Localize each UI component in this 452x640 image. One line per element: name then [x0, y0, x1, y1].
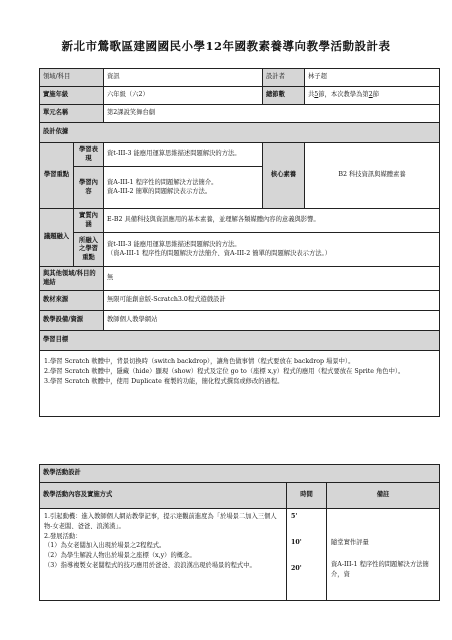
activity-line: 1.引起動機：進入教師個人網站教學記事，提示達觀前進度為「於場景二加入三個人物-女老闆、爸爸、浪漢漢」。	[44, 513, 277, 530]
issue-label: 議題融入	[40, 209, 74, 267]
competency-value: B2 科技資訊與媒體素養	[305, 143, 440, 209]
periods-label: 總節數	[263, 87, 305, 105]
grade-label: 實施年級	[40, 87, 104, 105]
issue-focus-label: 所融入之學習重點	[74, 233, 104, 267]
issue-content-value: E-B2 具備科技與資訊應用的基本素養，並理解各類媒體內容的意義與影響。	[104, 209, 440, 233]
periods-total: 5	[314, 91, 319, 99]
grade-value: 六年級（六2）	[104, 87, 263, 105]
competency-label: 核心素養	[263, 143, 305, 209]
goal-item: 2.學習 Scratch 軟體中，隱藏（hide）顯現（show）程式及定位 go to（座標 x,y）程式的應用（程式要放在 Sprite 角色中）。	[44, 367, 405, 375]
goal-item: 1.學習 Scratch 軟體中，背景切換時（switch backdrop），讓角色做事情（程式要放在 backdrop 場景中）。	[44, 358, 355, 365]
activity-header-note: 備註	[327, 483, 440, 509]
unit-value: 第2課說笑舞台劇	[104, 105, 440, 123]
activity-line: （2）為學生解說人物出於場景之座標（x,y）的概念。	[44, 552, 196, 559]
material-value: 無限可能創意版-Scratch3.0程式遊戲設計	[104, 291, 440, 311]
activity-line: （3）指導複製女老闆程式的技巧應用於爸爸、浪浪漢出現於場景的程式中。	[44, 561, 256, 569]
goals-list	[40, 351, 440, 417]
equipment-value: 教師個人教學網站	[104, 311, 440, 331]
designer-label: 設計者	[263, 69, 305, 87]
activity-content	[40, 509, 287, 601]
performance-value: 資t-III-3 能應用運算思維描述問題解決的方法。	[104, 143, 263, 167]
goals-label: 學習目標	[40, 331, 440, 351]
content-label: 學習內容	[74, 167, 104, 209]
activity-header-time: 時間	[287, 483, 327, 509]
designer-value: 林子超	[305, 69, 440, 87]
activity-notes	[327, 509, 440, 601]
activity-table	[39, 464, 440, 601]
design-table	[39, 68, 440, 417]
time-value: 10'	[291, 538, 302, 546]
issue-focus-value: 資t-III-3 能應用運算思維描述問題解決的方法。 （資A-III-1 程序性的問題解決方法簡介、資A-III-2 簡單的問題解決表示方法。）	[104, 233, 440, 267]
goal-item: 3.學習 Scratch 軟體中，使用 Duplicate 複製的功能，簡化程式撰寫或修改的過程。	[44, 377, 284, 385]
periods-current: 2	[368, 91, 373, 99]
field-label: 領域/科目	[40, 69, 104, 87]
link-label: 與其他領域/科目的連結	[40, 267, 104, 291]
activity-line: （1）為女老闆加入出現於場景之2程程式。	[44, 542, 166, 550]
activity-times	[287, 509, 327, 601]
activity-header-content: 教學活動內容及實施方式	[40, 483, 287, 509]
unit-label: 單元名稱	[40, 105, 104, 123]
time-value: 20'	[291, 564, 302, 572]
material-label: 教材來源	[40, 291, 104, 311]
core-label: 學習重點	[40, 143, 74, 209]
activity-line: 2.發展活動：	[44, 532, 82, 540]
page-title: 新北市鶯歌區建國國民小學12年國教素養導向教學活動設計表	[61, 39, 391, 53]
note-value: 資A-III-1 程序性的問題解決方法簡介，資	[331, 560, 429, 578]
issue-content-label: 實質內涵	[74, 209, 104, 233]
note-value: 隨堂實作評量	[331, 539, 369, 546]
equipment-label: 教學設備/資源	[40, 311, 104, 331]
activity-section-label: 教學活動設計	[40, 465, 440, 483]
time-value: 5'	[291, 513, 298, 520]
periods-value: 共5節，本次教學為第2節	[305, 87, 440, 105]
link-value: 無	[104, 267, 440, 291]
performance-label: 學習表現	[74, 143, 104, 167]
design-basis-label: 設計依據	[40, 123, 440, 143]
content-value: 資A-III-1 程序性的問題解決方法簡介。 資A-III-2 簡單的問題解決表示方法。	[104, 167, 263, 209]
field-value: 資訊	[104, 69, 263, 87]
